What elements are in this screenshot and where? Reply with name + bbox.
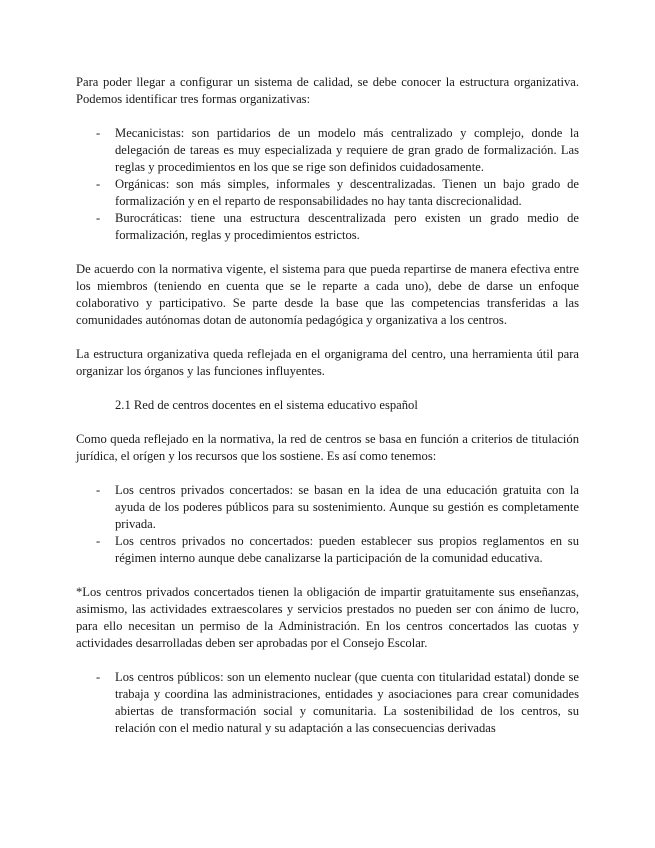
list-item-text: Mecanicistas: son partidarios de un modelo más centralizado y complejo, donde la delegación de tareas es muy especializada y requiere de gran grado de formalización. Las reglas y procedimientos en los que se rige son definidos cuidadosamente. xyxy=(115,126,579,174)
spacer xyxy=(76,652,579,669)
dash-bullet: - xyxy=(96,211,101,225)
document-body xyxy=(76,74,579,737)
list-item xyxy=(76,125,579,176)
list-item xyxy=(76,176,579,210)
list-item xyxy=(76,669,579,737)
dash-bullet: - xyxy=(96,177,101,191)
spacer xyxy=(76,329,579,346)
organizational-forms-list xyxy=(76,125,579,244)
list-item-text: Orgánicas: son más simples, informales y descentralizadas. Tienen un bajo grado de formalización y en el reparto de responsabilidades no hay tanta discrecionalidad. xyxy=(115,177,579,208)
red-centros-paragraph: Como queda reflejado en la normativa, la red de centros se basa en función a criterios de titulación jurídica, el orígen y los recursos que los sostiene. Es así como tenemos: xyxy=(76,432,579,463)
note-paragraph: *Los centros privados concertados tienen la obligación de impartir gratuitamente sus enseñanzas, asimismo, las actividades extraescolares y servicios prestados no pueden ser con ánimo de lucro, para ello necesitan un permiso de la Administración. En los centros concertados las cuotas y actividades desarrolladas deben ser aprobadas por el Consejo Escolar. xyxy=(76,585,579,650)
section-heading: 2.1 Red de centros docentes en el sistema educativo español xyxy=(115,398,418,412)
spacer xyxy=(76,465,579,482)
private-centers-list xyxy=(76,482,579,567)
spacer xyxy=(76,108,579,125)
public-centers-list xyxy=(76,669,579,737)
list-item-text: Burocráticas: tiene una estructura descentralizada pero existen un grado medio de formalización, reglas y procedimientos estrictos. xyxy=(115,211,579,242)
spacer xyxy=(76,414,579,431)
intro-paragraph: Para poder llegar a configurar un sistema de calidad, se debe conocer la estructura organizativa. Podemos identificar tres formas organizativas: xyxy=(76,75,579,106)
list-item-text: Los centros privados no concertados: pueden establecer sus propios reglamentos en su régimen interno aunque debe canalizarse la participación de la comunidad educativa. xyxy=(115,534,579,565)
dash-bullet: - xyxy=(96,126,101,140)
list-item-text: Los centros privados concertados: se basan en la idea de una educación gratuita con la ayuda de los poderes públicos para su sostenimiento. Aunque su gestión es completamente privada. xyxy=(115,483,579,531)
normativa-paragraph: De acuerdo con la normativa vigente, el sistema para que pueda repartirse de manera efectiva entre los miembros (teniendo en cuenta que se le reparte a cada uno), debe de darse un enfoque colaborativo y participativo. Se parte desde la base que las competencias transferidas a las comunidades autónomas dotan de autonomía pedagógica y organizativa a los centros. xyxy=(76,262,579,327)
list-item xyxy=(76,210,579,244)
dash-bullet: - xyxy=(96,670,101,684)
organigrama-paragraph: La estructura organizativa queda reflejada en el organigrama del centro, una herramienta útil para organizar los órganos y las funciones influyentes. xyxy=(76,347,579,378)
spacer xyxy=(76,567,579,584)
list-item-text: Los centros públicos: son un elemento nuclear (que cuenta con titularidad estatal) donde se trabaja y coordina las administraciones, entidades y asociaciones para crear comunidades abiertas de transformación social y comunitaria. La sostenibilidad de los centros, su relación con el medio natural y su adaptación a las consecuencias derivadas xyxy=(115,670,579,735)
dash-bullet: - xyxy=(96,483,101,497)
list-item xyxy=(76,482,579,533)
list-item xyxy=(76,533,579,567)
dash-bullet: - xyxy=(96,534,101,548)
spacer xyxy=(76,380,579,397)
spacer xyxy=(76,244,579,261)
